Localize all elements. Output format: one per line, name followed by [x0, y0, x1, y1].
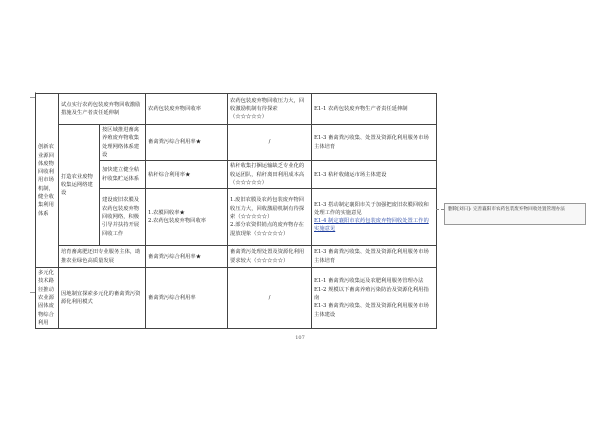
- group-cell: [36, 94, 59, 268]
- target-text: 农药包装废弃物回收压力大，回收激励机制有待探索（☆☆☆☆☆）: [230, 97, 305, 121]
- table-row: [36, 94, 437, 125]
- project-text: E1-1 畜禽粪污收集运及农肥利用服务管理办法 E1-2 规模以下畜禽养殖污染防治及资源化利用指南 E1-3 畜禽粪污收集、处置及资源化利用服务市场主体建设: [314, 278, 429, 318]
- group-label: 多元化技术路径推动农业源固体废物综合利用: [38, 270, 54, 326]
- revision-comment[interactable]: [444, 203, 586, 225]
- task-text: 按区域推进畜禽养殖废弃物收集处理网络体系建设: [102, 127, 140, 158]
- project-text: E1-3 畜禽粪污收集、处置及资源化利用服务市场主体培育: [314, 135, 429, 150]
- project-text: E1-1 农药包装废弃物生产者责任延伸制: [314, 105, 408, 112]
- indicator-cell: [146, 94, 228, 125]
- target-text: /: [268, 139, 271, 146]
- group-cell: [36, 268, 59, 329]
- indicator-cell: [146, 161, 228, 189]
- project-text: E1-3 搭动制定襄阳市关于加强把废旧农膜回收和处理工作的实施意见: [314, 201, 429, 216]
- table-row: [36, 268, 437, 329]
- table-row: [36, 246, 437, 268]
- indicator-cell: [146, 246, 228, 268]
- comment-connector: [436, 209, 444, 210]
- indicator-text: 农药包装废弃物回收率: [148, 105, 201, 112]
- comment-text: 删除[刘日]: 完善襄阳市农药包装废弃物回收处置管理办法: [448, 207, 565, 212]
- project-cell: [312, 189, 437, 246]
- indicator-cell: [146, 189, 228, 246]
- indicator-text: 2.农药包装废弃物回收率: [148, 218, 207, 225]
- target-text: 秸秆收集打捆运输缺乏专业化的收运团队，秸秆离田利用成本高（☆☆☆☆☆）: [230, 163, 305, 186]
- task-cell: [100, 189, 146, 246]
- task-cell: [100, 125, 146, 161]
- indicator-text: 畜禽粪污综合利用率★: [148, 139, 201, 146]
- task-text: 因地制宜探索多元化的畜禽粪污资源化利用模式: [61, 290, 141, 306]
- task-cell: [59, 94, 146, 125]
- indicator-cell: [146, 125, 228, 161]
- indicator-text: 1.农膜回收率★: [148, 209, 185, 216]
- project-cell: [312, 125, 437, 161]
- target-cell: [228, 189, 312, 246]
- task-cell: [59, 268, 146, 329]
- task-text: 建设废旧农膜及农药包装废弃物回收网络，积极引导并扶持开展回收工作: [102, 197, 140, 237]
- indicator-text: 畜禽粪污综合利用率: [148, 295, 196, 302]
- indicator-text: 秸秆综合利用率★: [148, 171, 191, 178]
- target-cell: [228, 125, 312, 161]
- table-row: [36, 125, 437, 161]
- indicator-text: 畜禽粪污综合利用率★: [148, 253, 201, 260]
- task-text: 培育畜禽肥还田专业服务主体，助推农业绿色高质量发展: [61, 249, 141, 264]
- target-text: 1.废旧农膜及农药包装废弃物回收压力大，回收激励机制有待探索（☆☆☆☆☆） 2.部分农资供销点的废弃物存在混放现象（☆☆☆☆☆）: [230, 197, 305, 237]
- target-text: 畜禽粪污处理处置及资源化利用要求较大（☆☆☆☆☆）: [230, 249, 305, 264]
- project-cell: [312, 268, 437, 329]
- project-text: E1-3 秸秆收储运市场主体建设: [314, 171, 387, 178]
- page-number: 107: [295, 335, 305, 341]
- indicator-cell: [146, 268, 228, 329]
- group-label: 创新农业源回体废物回收利用市场机制，健全收集利用体系: [38, 144, 54, 217]
- task-text: 试点实行农药包装废弃物回收激励措施及生产者责任延伸制: [61, 101, 141, 116]
- target-cell: [228, 268, 312, 329]
- project-cell: [312, 246, 437, 268]
- task-text: 加快建立健全秸秆收集贮运体系: [102, 167, 140, 182]
- subgroup-label: 打造农业废物收集运网络建设: [61, 173, 93, 197]
- project-link[interactable]: E1-4 制定襄阳市农药包装废弃物回收处置工作的实施意见: [314, 218, 429, 233]
- task-cell: [59, 246, 146, 268]
- project-cell: [312, 94, 437, 125]
- tasks-table: [35, 93, 437, 329]
- subgroup-cell: [59, 125, 100, 246]
- project-cell: [312, 161, 437, 189]
- task-cell: [100, 161, 146, 189]
- target-text: /: [268, 295, 271, 302]
- project-text: E1-3 畜禽粪污收集、处置及资源化利用服务市场主体培育: [314, 249, 429, 264]
- target-cell: [228, 161, 312, 189]
- target-cell: [228, 246, 312, 268]
- target-cell: [228, 94, 312, 125]
